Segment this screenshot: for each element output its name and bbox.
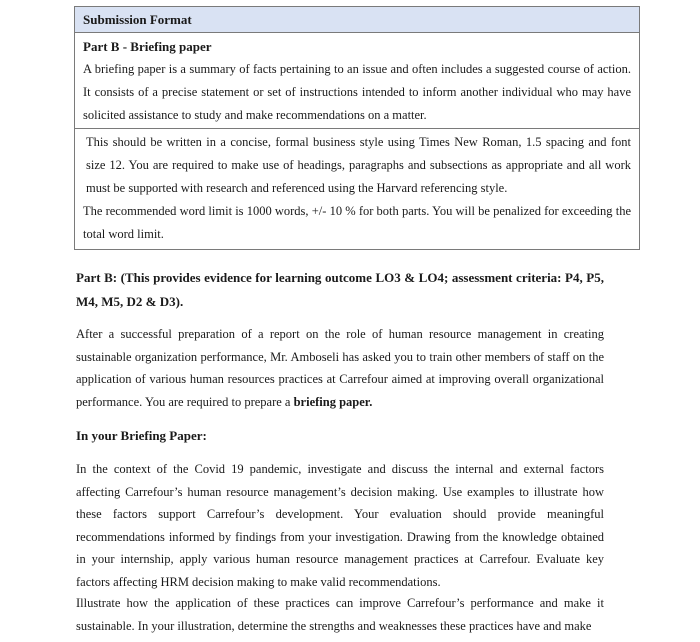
briefing-subheading: In your Briefing Paper: [76,428,207,443]
word-limit-notice: The recommended word limit is 1000 words, +/- 10 % for both parts. You will be penalized for exceeding the total word limit. [83,203,631,241]
intro-paragraph [76,323,604,413]
requirements-cell [75,128,639,249]
part-b-heading: Part B: (This provides evidence for learning outcome LO3 & LO4; assessment criteria: P4, P5, M4, M5, D2 & D3). [76,270,604,309]
style-requirements: This should be written in a concise, formal business style using Times New Roman, 1.5 spacing and font size 12. You are required to make use of headings, paragraphs and subsections as appropriate and all work must be supported with research and referenced using the Harvard referencing style. [86,135,631,195]
intro-bold-term: briefing paper. [293,394,373,409]
submission-format-table [74,6,640,250]
task-paragraph-1: In the context of the Covid 19 pandemic, investigate and discuss the internal and external factors affecting Carrefour’s human resource management’s decision making. Use examples to illustrate how these factors support Carrefour’s development. Your evaluation should provide meaningful recommendations informed by findings from your investigation. Drawing from the knowledge obtained in your internship, apply various human resource management practices at Carrefour. Evaluate key factors affecting HRM decision making to make valid recommendations. [76,462,604,589]
part-b-title: Part B - Briefing paper [83,39,212,54]
table-header: Submission Format [75,7,639,32]
intro-text: After a successful preparation of a report on the role of human resource management in creating sustainable organization performance, Mr. Amboseli has asked you to train other members of staff on the application of various human resources practices at Carrefour aimed at improving overall organizational performance. You are required to prepare a [76,327,604,409]
task-paragraph-2: Illustrate how the application of these practices can improve Carrefour’s performance and make it sustainable. In your illustration, determine the strengths and weaknesses these practices have and make [76,596,604,633]
briefing-paper-definition: A briefing paper is a summary of facts pertaining to an issue and often includes a suggested course of action. It consists of a precise statement or set of instructions intended to inform another individual who may have solicited assistance to study and make recommendations on a matter. [83,62,631,122]
briefing-paper-definition-cell [75,32,639,128]
